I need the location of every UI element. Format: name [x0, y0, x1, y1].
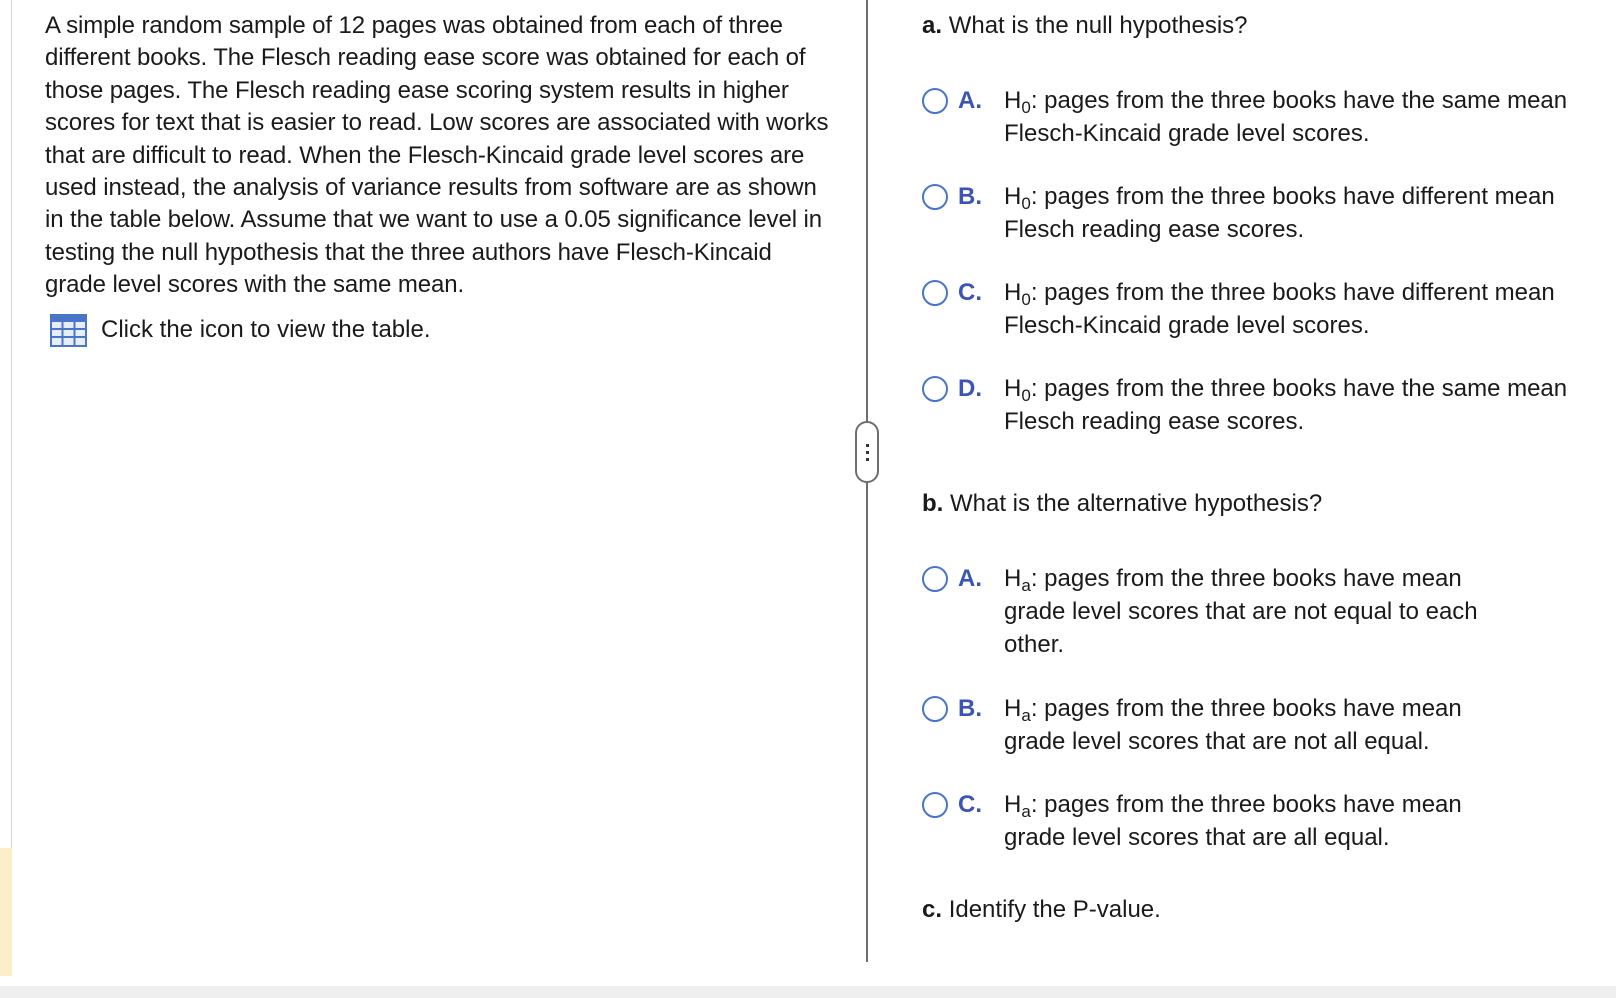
option-letter: B.	[958, 695, 982, 722]
question-a-label: a.	[922, 12, 943, 39]
radio-button[interactable]	[922, 792, 948, 818]
option-a-c[interactable]	[922, 276, 1592, 372]
option-b-c[interactable]	[922, 788, 1592, 858]
option-b-b[interactable]	[922, 692, 1592, 788]
option-b-a[interactable]	[922, 562, 1592, 692]
questions-pane	[922, 10, 1592, 926]
question-c	[922, 894, 1592, 926]
option-a-a[interactable]	[922, 84, 1592, 180]
option-letter: A.	[958, 87, 982, 114]
question-a-options	[922, 84, 1592, 442]
radio-button[interactable]	[922, 376, 948, 402]
option-text: $H_a$: pages from the three books have mean grade level scores that are all equal.	[1004, 791, 1462, 851]
option-text: $H_0$: pages from the three books have the same mean Flesch reading ease scores.	[1004, 375, 1568, 435]
radio-button[interactable]	[922, 88, 948, 114]
radio-button[interactable]	[922, 566, 948, 592]
left-edge-highlight	[0, 848, 12, 976]
problem-pane	[45, 10, 835, 347]
question-b-label: b.	[922, 490, 944, 517]
question-b-options	[922, 562, 1592, 858]
question-b	[922, 488, 1592, 520]
option-letter: A.	[958, 565, 982, 592]
problem-statement: A simple random sample of 12 pages was obtained from each of three different books. The Flesch reading ease score was obtained for each of those pages. The Flesch reading ease scoring system results in higher scores for text that is easier to read. Low scores are associated with works that are difficult to read. When the Flesch-Kincaid grade level scores are used instead, the analysis of variance results from software are as shown in the table below. Assume that we want to use a 0.05 significance level in testing the null hypothesis that the three authors have Flesch-Kincaid grade level scores with the same mean.	[45, 12, 829, 299]
option-text: $H_0$: pages from the three books have the same mean Flesch-Kincaid grade level scores.	[1004, 87, 1568, 147]
option-text: $H_a$: pages from the three books have mean grade level scores that are not all equal.	[1004, 695, 1462, 755]
bottom-bar	[0, 986, 1616, 998]
question-a	[922, 10, 1592, 42]
option-text: $H_a$: pages from the three books have mean grade level scores that are not equal to each other.	[1004, 565, 1478, 658]
question-a-text: What is the null hypothesis?	[948, 12, 1248, 39]
radio-button[interactable]	[922, 184, 948, 210]
table-grid-icon[interactable]	[50, 314, 87, 347]
option-letter: C.	[958, 791, 982, 818]
question-b-text: What is the alternative hypothesis?	[950, 490, 1323, 517]
option-letter: B.	[958, 183, 982, 210]
left-edge-strip	[0, 0, 12, 976]
radio-button[interactable]	[922, 280, 948, 306]
option-text: $H_0$: pages from the three books have different mean Flesch reading ease scores.	[1004, 183, 1555, 243]
option-a-b[interactable]	[922, 180, 1592, 276]
option-text: $H_0$: pages from the three books have different mean Flesch-Kincaid grade level scores.	[1004, 279, 1555, 339]
question-c-label: c.	[922, 896, 943, 923]
question-c-text: Identify the P-value.	[948, 896, 1161, 923]
option-letter: C.	[958, 279, 982, 306]
view-table-text[interactable]: Click the icon to view the table.	[101, 316, 431, 344]
radio-button[interactable]	[922, 696, 948, 722]
view-table-link[interactable]	[45, 314, 835, 347]
divider-drag-handle[interactable]	[855, 421, 879, 483]
option-a-d[interactable]	[922, 372, 1592, 442]
option-letter: D.	[958, 375, 982, 402]
